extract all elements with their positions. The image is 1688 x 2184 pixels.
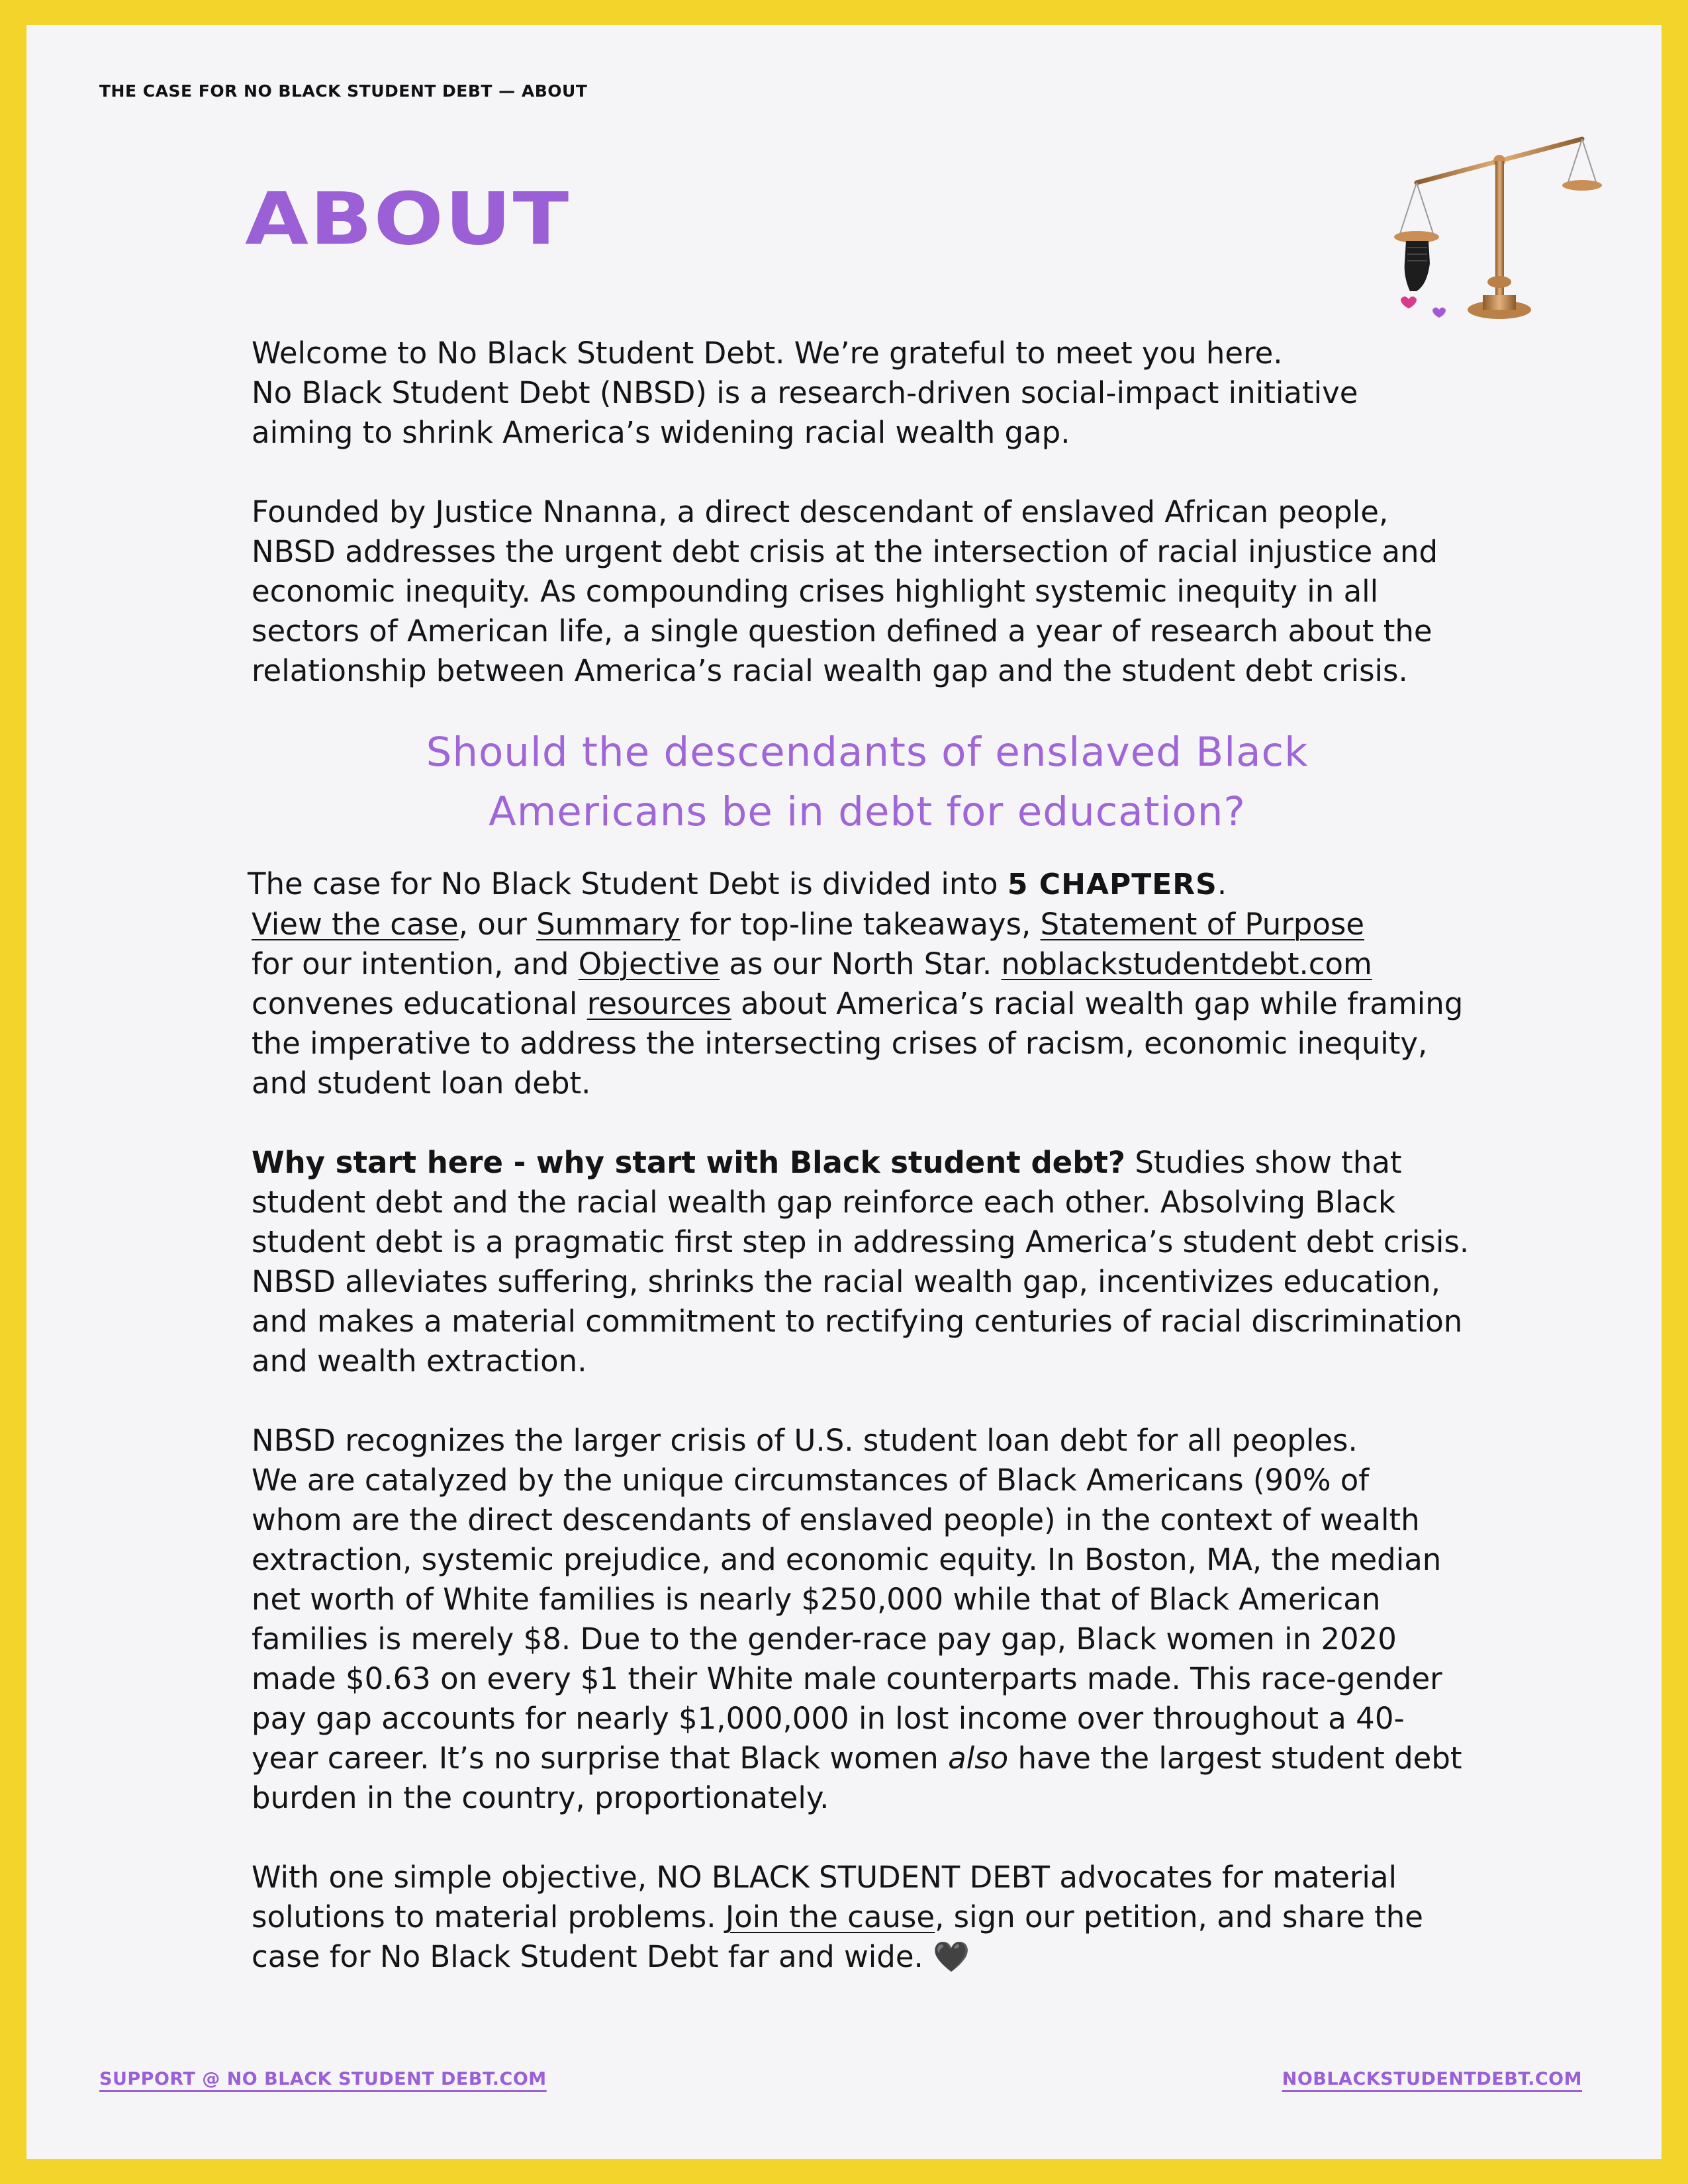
footer-site-link[interactable]: NOBLACKSTUDENTDEBT.COM [1282, 2069, 1582, 2089]
site-link[interactable]: noblackstudentdebt.com [1001, 946, 1372, 981]
why-heading: Why start here - why start with Black student debt? [252, 1145, 1126, 1180]
founded-paragraph: Founded by Justice Nnanna, a direct descendant of enslaved African people, NBSD addresses the urgent debt crisis at the intersection of racial injustice and economic inequity. As compounding crises highlight systemic inequity in all sectors of American life, a single question defined a year of research about the relationship between America’s racial wealth gap and the student debt crisis. [252, 494, 1438, 688]
chapters-paragraph: The case for No Black Student Debt is divided into 5 CHAPTERS. View the case, our Summary for top-line takeaways, Statement of Purpose for our intention, and Objective as our North Star. noblackstudentdebt.com convenes educational resources about America’s racial wealth gap while framing the imperative to address the intersecting crises of racism, economic inequity, and student loan debt. [248, 866, 1464, 1101]
closing-paragraph: With one simple objective, NO BLACK STUDENT DEBT advocates for material solutions to material problems. Join the cause, sign our petition, and share the case for No Black Student Debt far and wide. 🖤 [252, 1860, 1423, 1974]
support-email-link[interactable]: SUPPORT @ NO BLACK STUDENT DEBT.COM [99, 2069, 547, 2089]
black-heart-icon: 🖤 [933, 1939, 970, 1974]
recognizes-paragraph: NBSD recognizes the larger crisis of U.S. student loan debt for all peoples. We are catalyzed by the unique circumstances of Black Americans (90% of whom are the direct descendants of enslaved people) in the context of wealth extraction, systemic prejudice, and economic equity. In Boston, MA, the median net worth of White families is nearly $250,000 while that of Black American families is merely $8. Due to the gender-race pay gap, Black women in 2020 made $0.63 on every $1 their White male counterparts made. This race-gender pay gap accounts for nearly $1,000,000 in lost income over throughout a 40- year career. It’s no surprise that Black women also have the largest student debt burden in the country, proportionately. [252, 1423, 1462, 1815]
intro-paragraph: Welcome to No Black Student Debt. We’re grateful to meet you here. No Black Student Debt (NBSD) is a research-driven social-impact initiative aiming to shrink America’s widening racial wealth gap. [252, 336, 1358, 450]
pull-quote-question: Should the descendants of enslaved Black Americans be in debt for education? [426, 729, 1309, 835]
page-header: THE CASE FOR NO BLACK STUDENT DEBT — ABOUT [99, 81, 588, 101]
summary-link[interactable]: Summary [536, 907, 680, 942]
why-paragraph: Why start here - why start with Black student debt? Studies show that student debt and the racial wealth gap reinforce each other. Absolving Black student debt is a pragmatic first step in addressing America’s student debt crisis. NBSD alleviates suffering, shrinks the racial wealth gap, incentivizes education, and makes a material commitment to rectifying centuries of racial discrimination and wealth extraction. [252, 1145, 1470, 1379]
join-cause-link[interactable]: Join the cause [725, 1899, 935, 1934]
chapters-count: 5 CHAPTERS [1007, 868, 1217, 901]
article-body [248, 334, 1483, 2017]
statement-of-purpose-link[interactable]: Statement of Purpose [1040, 907, 1364, 942]
view-case-link[interactable]: View the case [252, 907, 459, 942]
page-title: ABOUT [245, 177, 571, 261]
objective-link[interactable]: Objective [578, 946, 720, 981]
scales-of-justice-icon [1390, 111, 1602, 336]
resources-link[interactable]: resources [586, 986, 731, 1021]
document-page [26, 25, 1662, 2159]
